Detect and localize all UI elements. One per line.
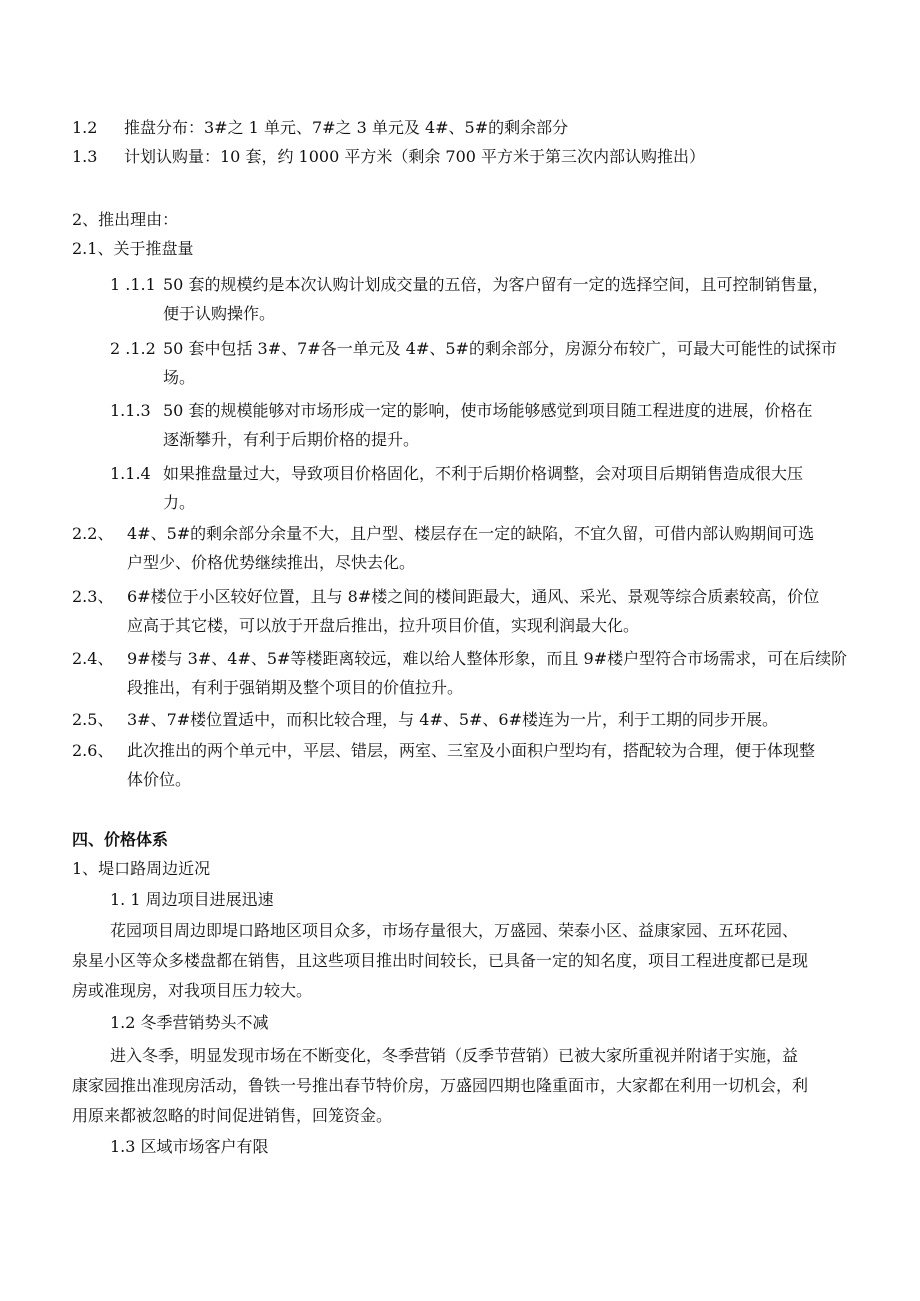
paragraph-line: 房或准现房，对我项目压力较大。 [72,981,313,1000]
item-number: 1.1.4 [110,464,151,483]
point-2-3 [72,586,819,608]
subheading-1-2: 1.2 冬季营销势头不减 [110,1013,269,1032]
item-text-cont: 力。 [163,493,196,512]
item-text: 计划认购量：10 套，约 1000 平方米（剩余 700 平方米于第三次内部认购推出） [124,147,706,166]
section-4-heading: 四、价格体系 [72,830,169,849]
item-text-cont: 应高于其它楼，可以放于开盘后推出，拉升项目价值，实现利润最大化。 [127,616,640,635]
paragraph-line: 花园项目周边即堤口路地区项目众多，市场存量很大，万盛园、荣泰小区、益康家园、五环花园、 [110,921,799,940]
item-text: 此次推出的两个单元中，平层、错层，两室、三室及小面积户型均有，搭配较为合理，便于体现整 [127,741,816,760]
item-text: 9#楼与 3#、4#、5#等楼距离较远，难以给人整体形象，而且 9#楼户型符合市场需求，可在后续阶 [127,649,848,668]
item-number: 1 .1.1 [110,275,156,294]
item-number: 2 .1.2 [110,339,156,358]
paragraph-line: 进入冬季，明显发现市场在不断变化，冬季营销（反季节营销）已被大家所重视并附诸于实施，益 [110,1046,799,1065]
item-text-cont: 体价位。 [127,770,192,789]
item-text: 50 套中包括 3#、7#各一单元及 4#、5#的剩余部分，房源分布较广，可最大可能性的试探市 [163,339,837,358]
point-2-6 [72,740,815,762]
item-text: 3#、7#楼位置适中，而积比较合理，与 4#、5#、6#楼连为一片，利于工期的同步开展。 [127,710,779,729]
list-item [110,274,828,296]
item-text: 如果推盘量过大，导致项目价格固化，不利于后期价格调整，会对项目后期销售造成很大压 [163,464,804,483]
point-2-4 [72,648,847,670]
point-2-2 [72,523,814,545]
section-4-1-heading: 1、堤口路周边近况 [72,859,211,878]
item-1-2 [72,117,568,139]
section-2-heading: 2、推出理由： [72,210,179,229]
paragraph-line: 用原来都被忽略的时间促进销售，回笼资金。 [72,1106,393,1125]
item-number: 1.3 [72,147,98,166]
item-text-cont: 逐渐攀升，有利于后期价格的提升。 [163,430,420,449]
item-number: 2.5、 [72,710,114,729]
paragraph-line: 泉星小区等众多楼盘都在销售，且这些项目推出时间较长，已具备一定的知名度，项目工程进度都已是现 [72,951,809,970]
item-number: 2.6、 [72,741,114,760]
section-2-1-heading: 2.1、关于推盘量 [72,239,194,258]
item-number: 2.4、 [72,649,114,668]
paragraph-line: 康家园推出准现房活动，鲁铁一号推出春节特价房，万盛园四期也隆重面市，大家都在利用一切机会，利 [72,1076,809,1095]
item-text-cont: 段推出，有利于强销期及整个项目的价值拉升。 [127,678,464,697]
item-text: 6#楼位于小区较好位置，且与 8#楼之间的楼间距最大，通风、采光、景观等综合质素较高，价位 [127,587,820,606]
item-text-cont: 便于认购操作。 [163,304,276,323]
list-item [110,338,837,360]
subheading-1-1: 1. 1 周边项目进展迅速 [110,890,274,909]
item-number: 2.3、 [72,587,114,606]
item-text: 4#、5#的剩余部分余量不大，且户型、楼层存在一定的缺陷，不宜久留，可借内部认购期间可选 [127,524,815,543]
item-1-3 [72,146,705,168]
list-item [110,463,803,485]
item-text: 50 套的规模约是本次认购计划成交量的五倍，为客户留有一定的选择空间，且可控制销售量， [163,275,829,294]
point-2-5 [72,709,778,731]
item-number: 2.2、 [72,524,114,543]
item-text-cont: 户型少、价格优势继续推出，尽快去化。 [127,553,416,572]
item-number: 1.1.3 [110,401,151,420]
item-text: 50 套的规模能够对市场形成一定的影响，使市场能够感觉到项目随工程进度的进展，价格在 [163,401,813,420]
item-number: 1.2 [72,118,98,137]
item-text: 推盘分布：3#之 1 单元、7#之 3 单元及 4#、5#的剩余部分 [124,118,569,137]
list-item [110,400,812,422]
subheading-1-3: 1.3 区域市场客户有限 [110,1137,269,1156]
item-text-cont: 场。 [163,368,196,387]
